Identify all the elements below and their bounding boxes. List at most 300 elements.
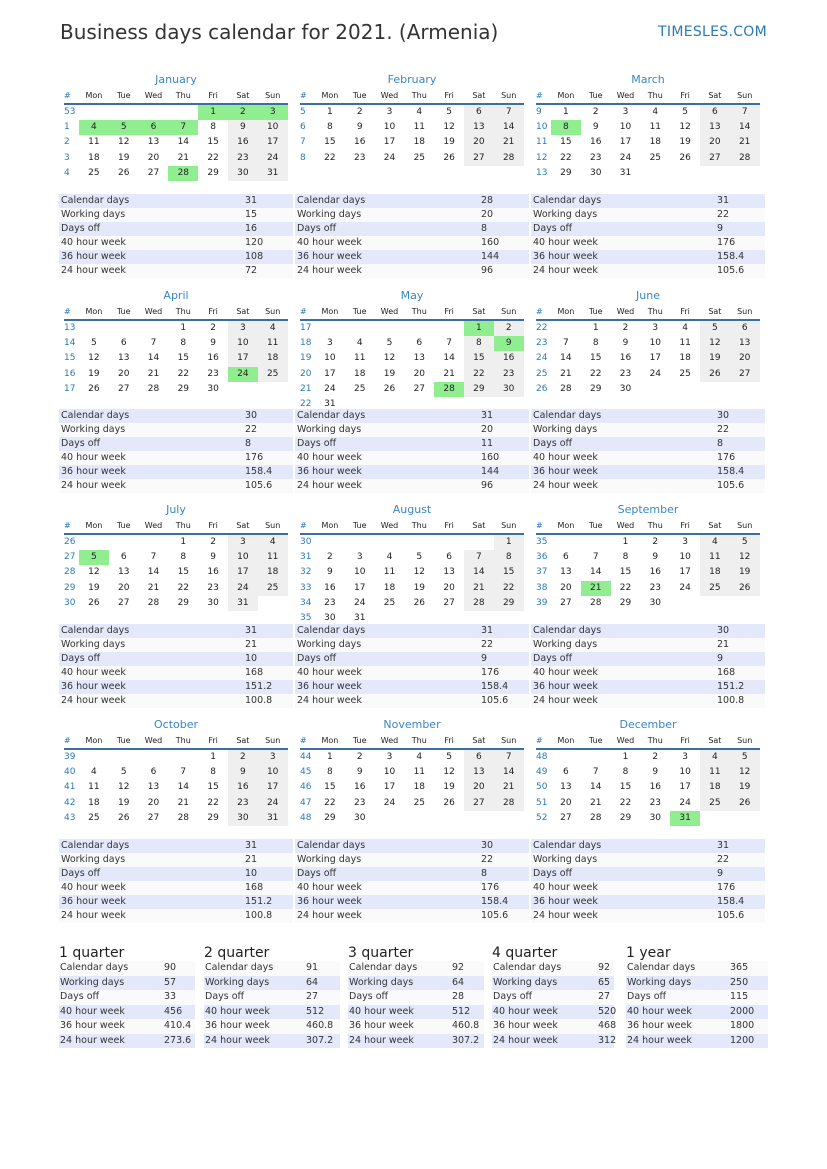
day-cell[interactable]: 17	[619, 137, 632, 148]
day-cell[interactable]: 10	[228, 336, 258, 351]
day-cell[interactable]: 14	[177, 782, 190, 793]
day-cell[interactable]: 3	[228, 535, 258, 550]
day-cell[interactable]: 23	[228, 796, 258, 811]
day-cell[interactable]: 8	[180, 338, 187, 349]
day-cell[interactable]: 3	[682, 752, 688, 762]
day-cell[interactable]: 26	[383, 383, 396, 394]
day-cell[interactable]: 30	[619, 383, 632, 394]
day-cell[interactable]: 8	[464, 336, 494, 351]
day-cell[interactable]: 16	[324, 582, 336, 593]
day-cell[interactable]: 20	[147, 797, 160, 808]
day-cell[interactable]: 22	[494, 581, 524, 596]
day-cell[interactable]: 15	[464, 351, 494, 366]
day-cell[interactable]: 21	[464, 581, 494, 596]
day-cell[interactable]: 17	[228, 565, 258, 580]
day-cell[interactable]: 9	[494, 336, 524, 351]
day-cell[interactable]: 26	[730, 796, 760, 811]
day-cell[interactable]: 24	[353, 597, 366, 608]
day-cell[interactable]: 7	[150, 552, 157, 563]
day-cell[interactable]: 17	[679, 567, 691, 578]
day-cell[interactable]: 8	[327, 767, 333, 778]
day-cell[interactable]: 16	[207, 353, 219, 364]
day-cell[interactable]: 28	[730, 151, 760, 166]
day-cell[interactable]: 20	[730, 351, 760, 366]
site-logo[interactable]: TIMESLES.COM	[658, 24, 767, 40]
day-cell[interactable]: 13	[147, 137, 160, 148]
day-cell[interactable]: 2	[210, 537, 216, 547]
day-cell[interactable]: 10	[619, 122, 632, 133]
day-cell[interactable]: 28	[434, 382, 464, 397]
day-cell[interactable]: 14	[494, 120, 524, 135]
day-cell[interactable]: 11	[649, 122, 662, 133]
day-cell[interactable]: 23	[649, 582, 662, 593]
day-cell[interactable]: 28	[177, 812, 190, 823]
day-cell[interactable]: 29	[207, 812, 219, 823]
day-cell[interactable]: 23	[353, 797, 366, 808]
day-cell[interactable]: 7	[446, 338, 452, 349]
day-cell[interactable]: 27	[147, 812, 160, 823]
day-cell[interactable]: 14	[147, 567, 160, 578]
day-cell[interactable]: 10	[258, 765, 288, 780]
day-cell[interactable]: 27	[464, 796, 494, 811]
day-cell[interactable]: 21	[147, 368, 160, 379]
day-cell[interactable]: 13	[443, 567, 455, 578]
day-cell[interactable]: 22	[207, 152, 219, 163]
day-cell[interactable]: 2	[228, 105, 258, 120]
day-cell[interactable]: 1	[327, 107, 333, 117]
day-cell[interactable]: 5	[700, 321, 730, 336]
day-cell[interactable]: 7	[592, 552, 599, 563]
day-cell[interactable]: 1	[494, 535, 524, 550]
day-cell[interactable]: 29	[177, 383, 190, 394]
day-cell[interactable]: 2	[592, 107, 599, 117]
day-cell[interactable]: 15	[324, 782, 336, 793]
day-cell[interactable]: 17	[383, 782, 396, 793]
day-cell[interactable]: 18	[88, 152, 100, 163]
day-cell[interactable]: 27	[413, 383, 426, 394]
day-cell[interactable]: 11	[258, 550, 288, 565]
day-cell[interactable]: 19	[88, 582, 100, 593]
day-cell[interactable]: 16	[649, 567, 662, 578]
day-cell[interactable]: 14	[494, 765, 524, 780]
day-cell[interactable]: 12	[700, 336, 730, 351]
day-cell[interactable]: 26	[679, 152, 691, 163]
day-cell[interactable]: 31	[619, 167, 632, 178]
day-cell[interactable]: 18	[258, 565, 288, 580]
day-cell[interactable]: 18	[700, 780, 730, 795]
day-cell[interactable]: 24	[383, 797, 396, 808]
day-cell[interactable]: 17	[649, 353, 662, 364]
day-cell[interactable]: 3	[652, 323, 659, 333]
day-cell[interactable]: 1	[622, 537, 629, 547]
day-cell[interactable]: 17	[324, 368, 336, 379]
day-cell[interactable]: 12	[730, 765, 760, 780]
day-cell[interactable]: 23	[353, 152, 366, 163]
day-cell[interactable]: 21	[494, 780, 524, 795]
day-cell[interactable]: 5	[730, 750, 760, 765]
day-cell[interactable]: 10	[649, 338, 662, 349]
day-cell[interactable]: 15	[207, 137, 219, 148]
day-cell[interactable]: 16	[619, 353, 632, 364]
day-cell[interactable]: 18	[353, 368, 366, 379]
day-cell[interactable]: 1	[210, 752, 216, 762]
day-cell[interactable]: 21	[589, 797, 602, 808]
day-cell[interactable]: 29	[619, 597, 632, 608]
day-cell[interactable]: 12	[383, 353, 396, 364]
day-cell[interactable]: 19	[117, 797, 130, 808]
day-cell[interactable]: 12	[117, 782, 130, 793]
day-cell[interactable]: 29	[464, 382, 494, 397]
day-cell[interactable]: 15	[177, 567, 190, 578]
day-cell[interactable]: 25	[258, 581, 288, 596]
day-cell[interactable]: 22	[324, 152, 336, 163]
day-cell[interactable]: 11	[700, 550, 730, 565]
day-cell[interactable]: 26	[117, 812, 130, 823]
day-cell[interactable]: 9	[327, 567, 333, 578]
day-cell[interactable]: 12	[88, 567, 100, 578]
day-cell[interactable]: 13	[413, 353, 426, 364]
day-cell[interactable]: 24	[228, 367, 258, 382]
day-cell[interactable]: 15	[494, 565, 524, 580]
day-cell[interactable]: 2	[622, 323, 629, 333]
day-cell[interactable]: 10	[383, 122, 396, 133]
day-cell[interactable]: 10	[679, 552, 691, 563]
day-cell[interactable]: 15	[560, 137, 572, 148]
day-cell[interactable]: 24	[383, 152, 396, 163]
day-cell[interactable]: 13	[464, 120, 494, 135]
day-cell[interactable]: 12	[679, 122, 691, 133]
day-cell[interactable]: 29	[177, 597, 190, 608]
day-cell[interactable]: 26	[443, 797, 455, 808]
day-cell[interactable]: 24	[258, 151, 288, 166]
day-cell[interactable]: 13	[117, 353, 130, 364]
day-cell[interactable]: 25	[649, 152, 662, 163]
day-cell[interactable]: 2	[494, 321, 524, 336]
day-cell[interactable]: 3	[228, 321, 258, 336]
day-cell[interactable]: 27	[560, 812, 572, 823]
day-cell[interactable]: 8	[180, 552, 187, 563]
day-cell[interactable]: 14	[589, 782, 602, 793]
day-cell[interactable]: 6	[563, 552, 569, 563]
day-cell[interactable]: 5	[120, 767, 127, 778]
day-cell[interactable]: 15	[619, 782, 632, 793]
day-cell[interactable]: 20	[443, 582, 455, 593]
day-cell[interactable]: 5	[446, 107, 452, 117]
day-cell[interactable]: 10	[228, 550, 258, 565]
day-cell[interactable]: 19	[383, 368, 396, 379]
day-cell[interactable]: 19	[443, 137, 455, 148]
day-cell[interactable]: 5	[682, 107, 688, 117]
day-cell[interactable]: 18	[383, 582, 396, 593]
day-cell[interactable]: 14	[560, 353, 572, 364]
day-cell[interactable]: 20	[464, 135, 494, 150]
day-cell[interactable]: 11	[88, 137, 100, 148]
day-cell[interactable]: 5	[416, 552, 423, 563]
day-cell[interactable]: 22	[177, 582, 190, 593]
day-cell[interactable]: 6	[139, 120, 169, 135]
day-cell[interactable]: 9	[210, 552, 216, 563]
day-cell[interactable]: 15	[207, 782, 219, 793]
day-cell[interactable]: 17	[258, 780, 288, 795]
day-cell[interactable]: 27	[700, 151, 730, 166]
day-cell[interactable]: 29	[207, 167, 219, 178]
day-cell[interactable]: 24	[228, 581, 258, 596]
day-cell[interactable]: 18	[258, 351, 288, 366]
day-cell[interactable]: 17	[679, 782, 691, 793]
day-cell[interactable]: 9	[622, 338, 629, 349]
day-cell[interactable]: 21	[443, 368, 455, 379]
day-cell[interactable]: 20	[560, 797, 572, 808]
day-cell[interactable]: 21	[494, 135, 524, 150]
day-cell[interactable]: 21	[147, 582, 160, 593]
day-cell[interactable]: 30	[207, 597, 219, 608]
day-cell[interactable]: 5	[91, 338, 97, 349]
day-cell[interactable]: 6	[150, 767, 157, 778]
day-cell[interactable]: 19	[443, 782, 455, 793]
day-cell[interactable]: 8	[327, 122, 333, 133]
day-cell[interactable]: 3	[386, 752, 393, 762]
day-cell[interactable]: 14	[464, 565, 494, 580]
day-cell[interactable]: 8	[551, 120, 581, 135]
day-cell[interactable]: 28	[494, 151, 524, 166]
day-cell[interactable]: 9	[652, 767, 659, 778]
day-cell[interactable]: 14	[147, 353, 160, 364]
day-cell[interactable]: 23	[589, 152, 602, 163]
day-cell[interactable]: 3	[327, 338, 333, 349]
day-cell[interactable]: 3	[682, 537, 688, 547]
day-cell[interactable]: 8	[210, 767, 216, 778]
day-cell[interactable]: 9	[356, 767, 363, 778]
day-cell[interactable]: 22	[207, 797, 219, 808]
day-cell[interactable]: 17	[228, 351, 258, 366]
day-cell[interactable]: 30	[353, 812, 366, 823]
day-cell[interactable]: 1	[622, 752, 629, 762]
day-cell[interactable]: 7	[563, 338, 569, 349]
day-cell[interactable]: 9	[592, 122, 599, 133]
day-cell[interactable]: 16	[649, 782, 662, 793]
day-cell[interactable]: 22	[589, 368, 602, 379]
day-cell[interactable]: 22	[619, 582, 632, 593]
day-cell[interactable]: 13	[464, 765, 494, 780]
day-cell[interactable]: 5	[386, 338, 393, 349]
day-cell[interactable]: 7	[150, 338, 157, 349]
day-cell[interactable]: 30	[228, 811, 258, 826]
day-cell[interactable]: 20	[117, 582, 130, 593]
day-cell[interactable]: 19	[117, 152, 130, 163]
day-cell[interactable]: 28	[464, 596, 494, 611]
day-cell[interactable]: 31	[353, 612, 366, 623]
day-cell[interactable]: 17	[258, 135, 288, 150]
day-cell[interactable]: 19	[679, 137, 691, 148]
day-cell[interactable]: 25	[700, 796, 730, 811]
day-cell[interactable]: 21	[581, 581, 611, 596]
day-cell[interactable]: 22	[177, 368, 190, 379]
day-cell[interactable]: 27	[117, 597, 130, 608]
day-cell[interactable]: 23	[207, 368, 219, 379]
day-cell[interactable]: 27	[147, 167, 160, 178]
day-cell[interactable]: 29	[589, 383, 602, 394]
day-cell[interactable]: 15	[177, 353, 190, 364]
day-cell[interactable]: 1	[563, 107, 569, 117]
day-cell[interactable]: 31	[670, 811, 700, 826]
day-cell[interactable]: 3	[356, 552, 363, 563]
day-cell[interactable]: 30	[494, 382, 524, 397]
day-cell[interactable]: 10	[679, 767, 691, 778]
day-cell[interactable]: 12	[413, 567, 426, 578]
day-cell[interactable]: 3	[386, 107, 393, 117]
day-cell[interactable]: 10	[324, 353, 336, 364]
day-cell[interactable]: 15	[324, 137, 336, 148]
day-cell[interactable]: 1	[464, 321, 494, 336]
day-cell[interactable]: 17	[353, 582, 366, 593]
day-cell[interactable]: 25	[679, 368, 691, 379]
day-cell[interactable]: 28	[168, 166, 198, 181]
day-cell[interactable]: 22	[324, 797, 336, 808]
day-cell[interactable]: 14	[177, 137, 190, 148]
day-cell[interactable]: 10	[383, 767, 396, 778]
day-cell[interactable]: 4	[356, 338, 363, 349]
day-cell[interactable]: 18	[413, 782, 426, 793]
day-cell[interactable]: 25	[88, 812, 100, 823]
day-cell[interactable]: 11	[88, 782, 100, 793]
day-cell[interactable]: 23	[649, 797, 662, 808]
day-cell[interactable]: 6	[730, 321, 760, 336]
day-cell[interactable]: 4	[700, 750, 730, 765]
day-cell[interactable]: 8	[592, 338, 599, 349]
day-cell[interactable]: 5	[79, 550, 109, 565]
day-cell[interactable]: 12	[117, 137, 130, 148]
day-cell[interactable]: 11	[679, 338, 691, 349]
day-cell[interactable]: 2	[652, 752, 659, 762]
day-cell[interactable]: 17	[383, 137, 396, 148]
day-cell[interactable]: 27	[464, 151, 494, 166]
day-cell[interactable]: 6	[700, 105, 730, 120]
day-cell[interactable]: 16	[353, 782, 366, 793]
day-cell[interactable]: 6	[120, 552, 127, 563]
day-cell[interactable]: 29	[324, 812, 336, 823]
day-cell[interactable]: 21	[730, 135, 760, 150]
day-cell[interactable]: 30	[649, 812, 662, 823]
day-cell[interactable]: 16	[228, 780, 258, 795]
day-cell[interactable]: 14	[589, 567, 602, 578]
day-cell[interactable]: 31	[228, 596, 258, 611]
day-cell[interactable]: 24	[679, 797, 691, 808]
day-cell[interactable]: 7	[180, 767, 187, 778]
day-cell[interactable]: 3	[258, 105, 288, 120]
day-cell[interactable]: 12	[443, 122, 455, 133]
day-cell[interactable]: 30	[228, 166, 258, 181]
day-cell[interactable]: 13	[560, 567, 572, 578]
day-cell[interactable]: 12	[730, 550, 760, 565]
day-cell[interactable]: 3	[622, 107, 629, 117]
day-cell[interactable]: 29	[494, 596, 524, 611]
day-cell[interactable]: 6	[446, 552, 452, 563]
day-cell[interactable]: 4	[258, 535, 288, 550]
day-cell[interactable]: 2	[228, 750, 258, 765]
day-cell[interactable]: 1	[180, 323, 187, 333]
day-cell[interactable]: 18	[649, 137, 662, 148]
day-cell[interactable]: 9	[356, 122, 363, 133]
day-cell[interactable]: 24	[324, 383, 336, 394]
day-cell[interactable]: 26	[413, 597, 426, 608]
day-cell[interactable]: 25	[258, 367, 288, 382]
day-cell[interactable]: 30	[649, 597, 662, 608]
day-cell[interactable]: 31	[258, 811, 288, 826]
day-cell[interactable]: 7	[494, 105, 524, 120]
day-cell[interactable]: 20	[560, 582, 572, 593]
day-cell[interactable]: 6	[464, 105, 494, 120]
day-cell[interactable]: 18	[413, 137, 426, 148]
day-cell[interactable]: 26	[88, 597, 100, 608]
day-cell[interactable]: 20	[117, 368, 130, 379]
day-cell[interactable]: 19	[700, 351, 730, 366]
day-cell[interactable]: 8	[622, 552, 629, 563]
day-cell[interactable]: 23	[324, 597, 336, 608]
day-cell[interactable]: 11	[413, 122, 426, 133]
day-cell[interactable]: 1	[592, 323, 599, 333]
day-cell[interactable]: 2	[356, 752, 363, 762]
day-cell[interactable]: 11	[383, 567, 396, 578]
day-cell[interactable]: 22	[560, 152, 572, 163]
day-cell[interactable]: 8	[622, 767, 629, 778]
day-cell[interactable]: 26	[443, 152, 455, 163]
day-cell[interactable]: 8	[494, 550, 524, 565]
day-cell[interactable]: 26	[730, 581, 760, 596]
day-cell[interactable]: 11	[258, 336, 288, 351]
day-cell[interactable]: 13	[147, 782, 160, 793]
day-cell[interactable]: 4	[416, 752, 423, 762]
day-cell[interactable]: 31	[324, 398, 336, 409]
day-cell[interactable]: 16	[207, 567, 219, 578]
day-cell[interactable]: 27	[730, 367, 760, 382]
day-cell[interactable]: 6	[563, 767, 569, 778]
day-cell[interactable]: 15	[589, 353, 602, 364]
day-cell[interactable]: 5	[446, 752, 452, 762]
day-cell[interactable]: 5	[730, 535, 760, 550]
day-cell[interactable]: 27	[443, 597, 455, 608]
day-cell[interactable]: 15	[619, 567, 632, 578]
day-cell[interactable]: 19	[88, 368, 100, 379]
day-cell[interactable]: 4	[416, 107, 423, 117]
day-cell[interactable]: 4	[682, 323, 688, 333]
day-cell[interactable]: 27	[560, 597, 572, 608]
day-cell[interactable]: 28	[147, 383, 160, 394]
day-cell[interactable]: 7	[592, 767, 599, 778]
day-cell[interactable]: 19	[730, 780, 760, 795]
day-cell[interactable]: 25	[413, 152, 426, 163]
day-cell[interactable]: 28	[560, 383, 572, 394]
day-cell[interactable]: 9	[228, 765, 258, 780]
day-cell[interactable]: 20	[413, 368, 426, 379]
day-cell[interactable]: 16	[589, 137, 602, 148]
day-cell[interactable]: 23	[619, 368, 632, 379]
day-cell[interactable]: 25	[413, 797, 426, 808]
day-cell[interactable]: 30	[589, 167, 602, 178]
day-cell[interactable]: 28	[147, 597, 160, 608]
day-cell[interactable]: 1	[180, 537, 187, 547]
day-cell[interactable]: 10	[353, 567, 366, 578]
day-cell[interactable]: 20	[147, 152, 160, 163]
day-cell[interactable]: 2	[210, 323, 216, 333]
day-cell[interactable]: 1	[327, 752, 333, 762]
day-cell[interactable]: 7	[730, 105, 760, 120]
day-cell[interactable]: 7	[464, 550, 494, 565]
day-cell[interactable]: 13	[117, 567, 130, 578]
day-cell[interactable]: 14	[730, 120, 760, 135]
day-cell[interactable]: 4	[700, 535, 730, 550]
day-cell[interactable]: 12	[443, 767, 455, 778]
day-cell[interactable]: 11	[353, 353, 366, 364]
